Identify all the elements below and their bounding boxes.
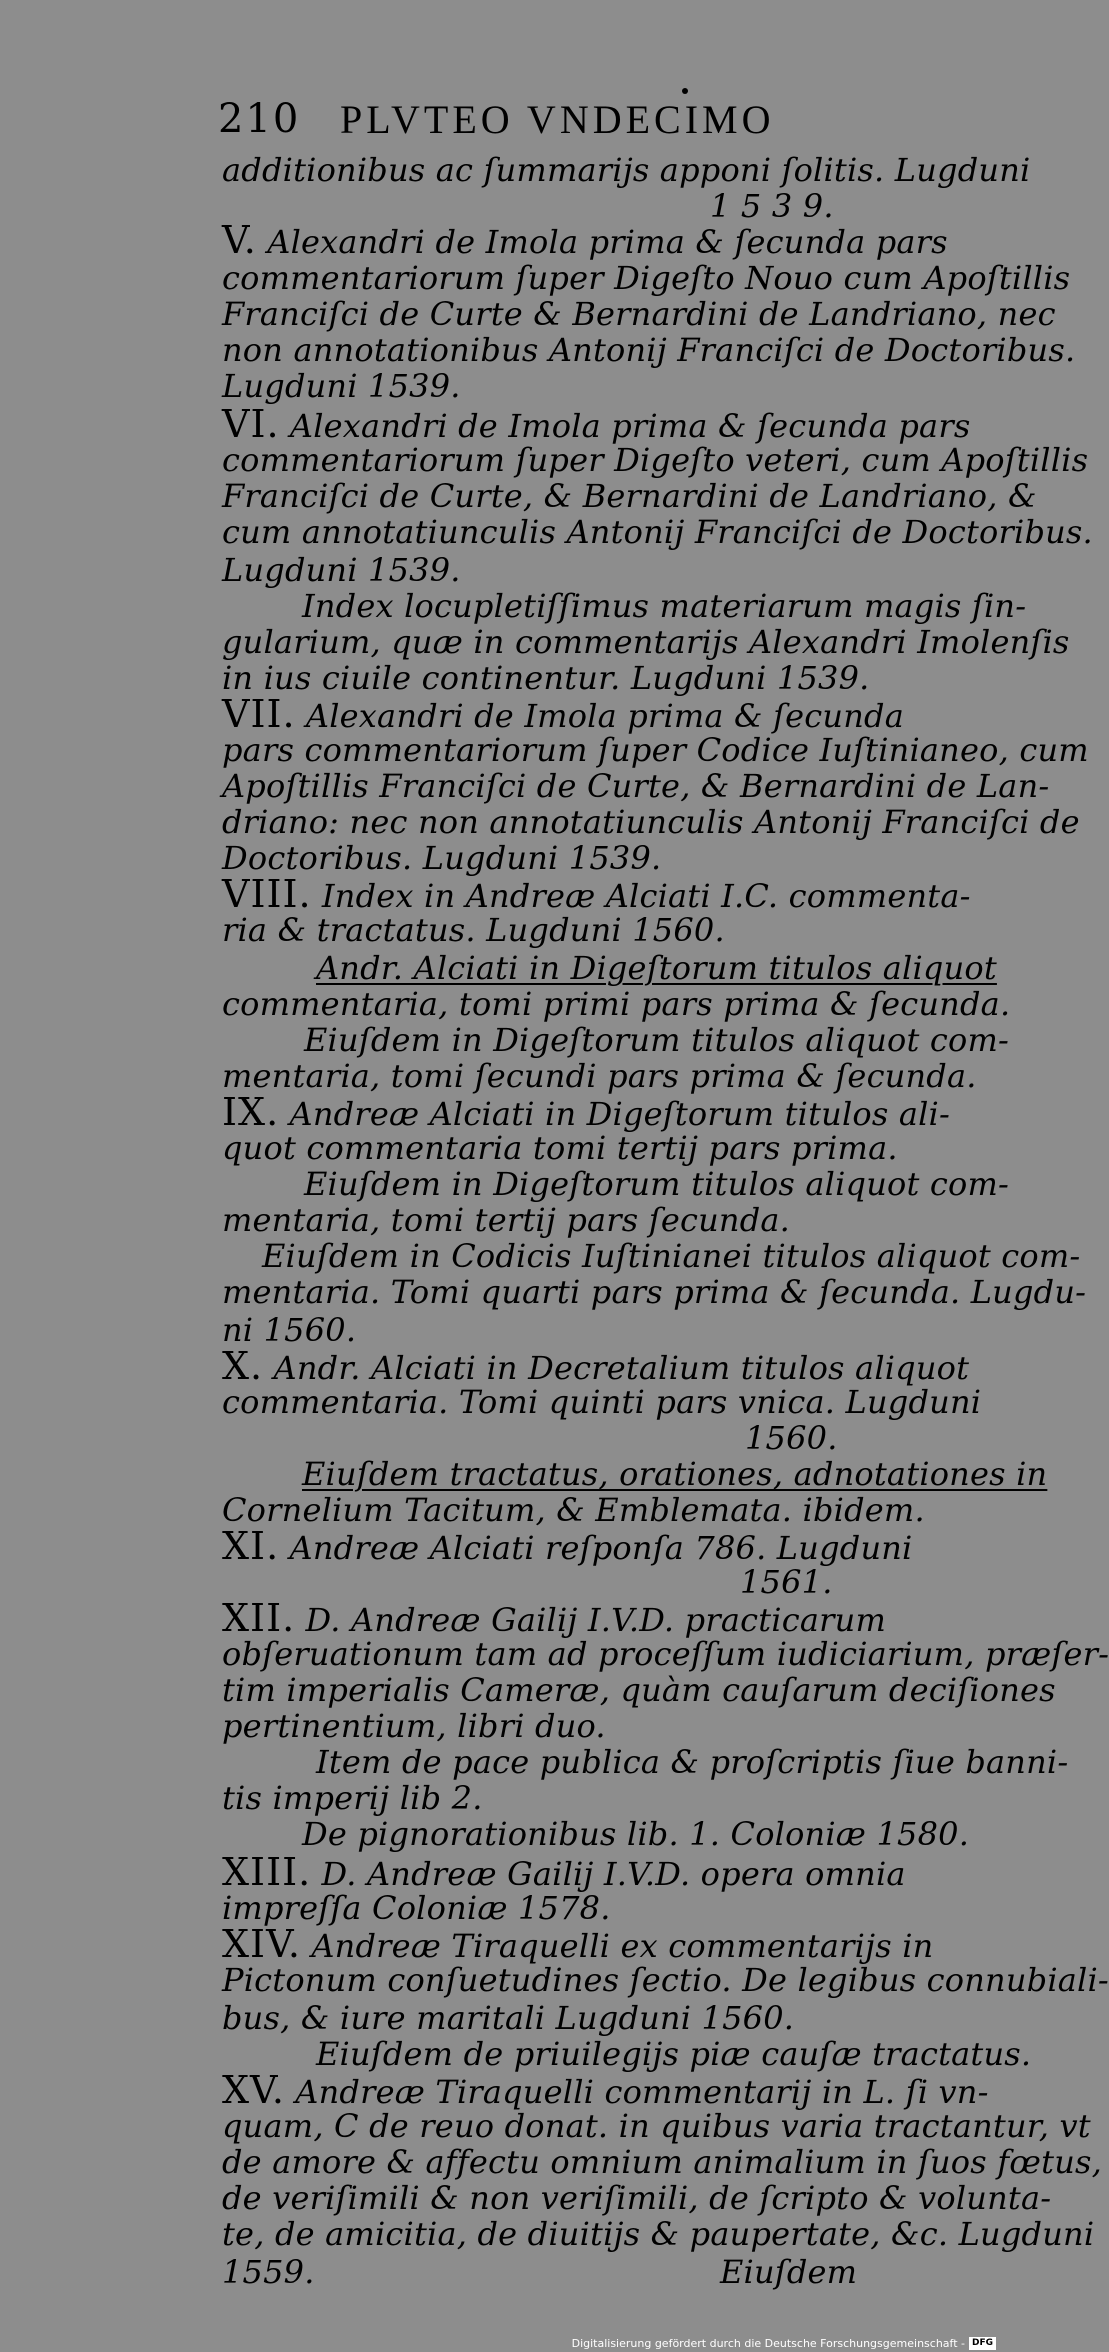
line-text: driano: nec non annotatiunculis Antonij Franciſci de: [222, 803, 1080, 841]
text-line: [222, 440, 1088, 480]
line-text: Pictonum conſuetudines ſectio. De legibus connubiali-: [222, 1961, 1109, 1999]
entry-number: XII.: [222, 1596, 296, 1640]
line-text: Franciſci de Curte, & Bernardini de Landriano, &: [222, 477, 1037, 515]
text-line: [222, 1056, 977, 1096]
line-text: Andreæ Tiraquelli commentarij in L. ſi vn-: [284, 2073, 989, 2111]
text-line: [222, 476, 1037, 516]
text-line: [222, 910, 725, 950]
text-line: [222, 150, 1030, 190]
line-text: Andr. Alciati in Decretalium titulos aliquot: [263, 1349, 970, 1387]
text-line: [222, 1778, 483, 1818]
line-text: Andreæ Alciati reſponſa 786. Lugduni: [279, 1529, 913, 1567]
text-line: [222, 1200, 790, 1240]
text-line: [302, 1454, 1047, 1494]
line-text: quot commentaria tomi tertij pars prima.: [222, 1129, 898, 1167]
line-text: impreſſa Coloniæ 1578.: [222, 1889, 611, 1927]
text-line: [222, 2252, 315, 2292]
text-line: [222, 220, 948, 262]
text-line: [222, 1998, 794, 2038]
running-title: PLVTEO VNDECIMO: [340, 97, 775, 142]
line-text: quam, C de reuo donat. in quibus varia tractantur, vt: [222, 2107, 1091, 2145]
text-line: [222, 2214, 1094, 2254]
line-text: mentaria, tomi ſecundi pars prima & ſecunda.: [222, 1057, 977, 1095]
text-line: [222, 258, 1070, 298]
entry-number: V.: [222, 218, 257, 262]
entry-number: VIII.: [222, 872, 312, 916]
line-text: bus, & iure maritali Lugduni 1560.: [222, 1999, 795, 2037]
text-line: [222, 550, 461, 590]
line-text: Cornelium Tacitum, & Emblemata. ibidem.: [222, 1491, 925, 1529]
text-line: [316, 2034, 1031, 2074]
text-line: [222, 1670, 1056, 1710]
line-text: Item de pace publica & proſcriptis ſiue banni-: [316, 1743, 1069, 1781]
line-text: cum annotatiunculis Antonij Franciſci de Doctoribus.: [222, 513, 1093, 551]
text-line: [304, 1164, 1009, 1204]
line-text: Lugduni 1539.: [222, 367, 461, 405]
digitization-footer: [572, 2337, 996, 2350]
text-line: [304, 1020, 1009, 1060]
text-line: [222, 512, 1093, 552]
line-text: 1559.: [222, 2253, 315, 2291]
line-text: in ius ciuile continentur. Lugduni 1539.: [222, 659, 870, 697]
entry-number: XIII.: [222, 1850, 312, 1894]
ink-dot: [682, 88, 688, 94]
line-text: Eiuſdem tractatus, orationes, adnotationes in: [302, 1455, 1048, 1493]
line-text: Doctoribus. Lugduni 1539.: [222, 839, 662, 877]
line-text: tim imperialis Cameræ, quàm cauſarum deciſiones: [222, 1671, 1056, 1709]
text-line: [222, 2106, 1091, 2146]
text-line: [262, 1236, 1080, 1276]
line-text: ria & tractatus. Lugduni 1560.: [222, 911, 725, 949]
line-text: commentariorum ſuper Digeſto Nouo cum Apoſtillis: [222, 259, 1071, 297]
text-line: [222, 2142, 1102, 2182]
text-line: [302, 1814, 969, 1854]
line-text: D. Andreæ Gailij I.V.D. practicarum: [295, 1601, 886, 1639]
line-text: mentaria. Tomi quarti pars prima & ſecunda. Lugdu-: [222, 1273, 1087, 1311]
line-text: Alexandri de Imola prima & ſecunda pars: [279, 407, 971, 445]
line-text: Andreæ Alciati in Digeſtorum titulos ali-: [279, 1095, 950, 1133]
text-line: [222, 658, 870, 698]
line-text: te, de amicitia, de diuitijs & paupertate, &c. Lugduni: [222, 2215, 1095, 2253]
line-text: 1561.: [740, 1563, 833, 1601]
line-text: Alexandri de Imola prima & ſecunda pars: [256, 223, 948, 261]
line-text: mentaria, tomi tertij pars ſecunda.: [222, 1201, 791, 1239]
text-line: [222, 1490, 925, 1530]
line-text: Apoſtillis Franciſci de Curte, & Bernardini de Lan-: [222, 767, 1050, 805]
line-text: Andreæ Tiraquelli ex commentarijs in: [300, 1927, 934, 1965]
text-line: [222, 984, 1010, 1024]
line-text: obſeruationum tam ad proceſſum iudiciarium, præſer-: [222, 1635, 1109, 1673]
line-text: tis imperij lib 2.: [222, 1779, 483, 1817]
line-text: D. Andreæ Gailij I.V.D. opera omnia: [311, 1855, 906, 1893]
line-text: Lugduni 1539.: [222, 551, 461, 589]
text-line: [222, 294, 1056, 334]
text-line: [222, 1706, 606, 1746]
line-text: non annotationibus Antonij Franciſci de Doctoribus.: [222, 331, 1076, 369]
line-text: commentaria, tomi primi pars prima & ſecunda.: [222, 985, 1011, 1023]
text-line: [302, 586, 1026, 626]
entry-number: XI.: [222, 1524, 280, 1568]
text-line: [222, 802, 1080, 842]
text-line: [745, 1418, 838, 1458]
line-text: Franciſci de Curte & Bernardini de Landriano, nec: [222, 295, 1056, 333]
line-text: ni 1560.: [222, 1311, 357, 1349]
text-line: [720, 2252, 857, 2292]
text-line: [222, 1272, 1086, 1312]
text-line: [740, 1562, 833, 1602]
text-line: [222, 1634, 1109, 1674]
line-text: Alexandri de Imola prima & ſecunda: [295, 697, 904, 735]
line-text: Index in Andreæ Alciati I.C. commenta-: [311, 877, 971, 915]
text-line: [222, 1960, 1109, 2000]
entry-number: VI.: [222, 402, 280, 446]
line-text: Andr. Alciati in Digeſtorum titulos aliquot: [316, 949, 997, 987]
entry-number: XIV.: [222, 1922, 301, 1966]
line-text: commentariorum ſuper Digeſto veteri, cum Apoſtillis: [222, 441, 1089, 479]
line-text: Index locupletiſſimus materiarum magis ſin-: [302, 587, 1027, 625]
text-line: [222, 766, 1049, 806]
entry-number: XV.: [222, 2068, 285, 2112]
entry-number: VII.: [222, 692, 296, 736]
line-text: Eiuſdem in Digeſtorum titulos aliquot com-: [304, 1165, 1010, 1203]
entry-number: IX.: [222, 1090, 280, 1134]
line-text: additionibus ac ſummarijs apponi ſolitis. Lugduni: [222, 151, 1031, 189]
line-text: De pignorationibus lib. 1. Coloniæ 1580.: [302, 1815, 970, 1853]
text-line: [222, 330, 1075, 370]
line-text: 1 5 3 9.: [710, 187, 834, 225]
line-text: gularium, quæ in commentarijs Alexandri Imolenſis: [222, 623, 1070, 661]
line-text: Eiuſdem: [720, 2253, 858, 2291]
text-line: [222, 1382, 981, 1422]
line-text: de veriſimili & non veriſimili, de ſcripto & volunta-: [222, 2179, 1052, 2217]
line-text: commentaria. Tomi quinti pars vnica. Lugduni: [222, 1383, 982, 1421]
line-text: Eiuſdem in Codicis Iuſtinianei titulos aliquot com-: [262, 1237, 1081, 1275]
page-number: 210: [218, 96, 301, 142]
text-line: [222, 622, 1070, 662]
text-line: [222, 1128, 898, 1168]
text-line: [316, 948, 997, 988]
line-text: pars commentariorum ſuper Codice Iuſtinianeo, cum: [222, 731, 1089, 769]
line-text: Eiuſdem in Digeſtorum titulos aliquot com-: [304, 1021, 1010, 1059]
text-line: [222, 730, 1089, 770]
line-text: Eiuſdem de priuilegijs piæ cauſæ tractatus.: [316, 2035, 1032, 2073]
entry-number: X.: [222, 1344, 264, 1388]
text-line: [222, 366, 461, 406]
line-text: de amore & affectu omnium animalium in ſuos fœtus,: [222, 2143, 1102, 2181]
line-text: 1560.: [745, 1419, 838, 1457]
text-line: [222, 2178, 1051, 2218]
line-text: pertinentium, libri duo.: [222, 1707, 606, 1745]
dfg-logo-icon: DFG: [969, 2337, 996, 2350]
footer-text: Digitalisierung gefördert durch die Deutsche Forschungsgemeinschaft -: [571, 2337, 965, 2350]
text-line: [316, 1742, 1068, 1782]
